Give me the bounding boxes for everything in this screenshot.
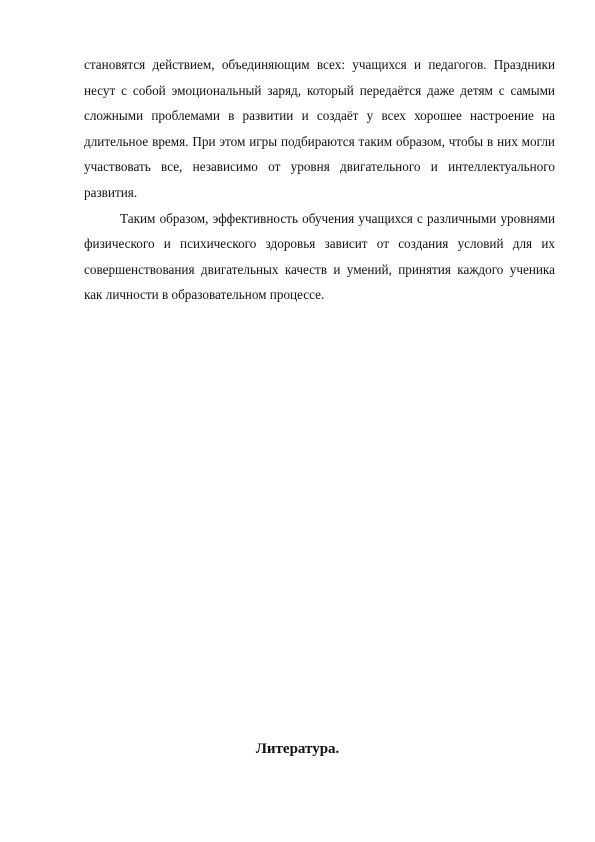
paragraph-continuation: становятся действием, объединяющим всех: учащихся и педагогов. Праздники несут с собой эмоциональный заряд, который передаётся даже детям с самыми сложными проблемами в развитии и создаёт у всех хорошее настроение на длительное время. При этом игры подбираются таким образом, чтобы в них могли участвовать все, независимо от уровня двигательного и интеллектуального развития. (84, 57, 555, 200)
body-text (84, 52, 555, 308)
paragraph-conclusion: Таким образом, эффективность обучения учащихся с различными уровнями физического и психического здоровья зависит от создания условий для их совершенствования двигательных качеств и умений, принятия каждого ученика как личности в образовательном процессе. (84, 210, 555, 303)
section-heading-literature: Литература. (255, 741, 340, 757)
